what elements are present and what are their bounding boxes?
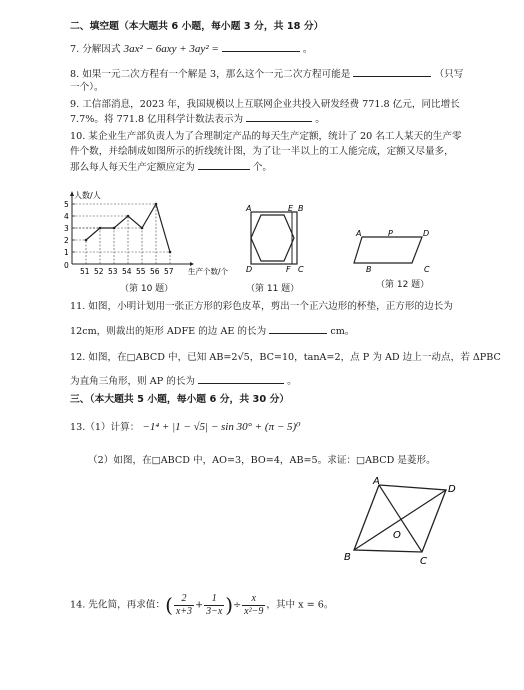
- question-13-part-2: （2）如图，在□ABCD 中，AO=3，BO=4，AB=5。求证：□ABCD 是菱形。: [88, 455, 436, 466]
- q13-part1-expression: −1⁴ + |1 − √5| − sin 30° + (π − 5)⁰: [142, 421, 301, 433]
- q8-tail: （只写: [434, 69, 464, 80]
- q7-expression: 3ax² − 6axy + 3ay² =: [123, 43, 219, 55]
- x-tick-label: 53: [108, 267, 118, 276]
- q14-left-paren: (: [165, 593, 173, 617]
- q14-fraction-2: $\frac{1}{3-x}$: [206, 592, 223, 617]
- section-3-title: 三、（本大题共 5 小题，每小题 6 分，共 30 分）: [70, 394, 290, 405]
- fig13-label-a: A: [373, 476, 380, 487]
- question-9-line-1: 9. 工信部消息，2023 年，我国规模以上互联网企业共投入研发经费 771.8 亿元，同比增长: [70, 99, 460, 110]
- fig12-label-b: B: [366, 265, 372, 274]
- question-8-line-1: [70, 67, 463, 81]
- q13-figure: [338, 474, 468, 568]
- origin-label: 0: [64, 261, 69, 270]
- x-tick-label: 57: [164, 267, 174, 276]
- fig13-diagonal-ac: [379, 485, 422, 552]
- fig10-caption: （第 10 题）: [120, 284, 174, 294]
- data-point: [141, 227, 144, 230]
- data-point: [99, 227, 102, 230]
- q11-figure: [242, 202, 312, 274]
- fig11-label-f: F: [286, 265, 291, 274]
- x-tick-label: 51: [80, 267, 90, 276]
- fig13-label-c: C: [420, 556, 427, 567]
- fig11-label-c: C: [298, 265, 304, 274]
- fig13-diagonal-bd: [354, 490, 446, 550]
- y-tick-label: 2: [64, 236, 69, 245]
- q12-answer-blank[interactable]: [198, 374, 284, 384]
- q8-answer-blank[interactable]: [353, 67, 431, 77]
- fig11-label-e: E: [288, 204, 294, 213]
- question-10-line-3: [70, 160, 272, 174]
- q14-fraction-1: $\frac{2}{x+3}$: [175, 592, 193, 617]
- y-tick-label: 3: [64, 224, 69, 233]
- q8-text: 8. 如果一元二次方程有一个解是 3，那么这个一元二次方程可能是: [70, 69, 351, 80]
- question-9-line-2: [70, 112, 325, 126]
- question-10-line-2: 件个数，并绘制成如图所示的折线统计图，为了让一半以上的工人能完成，定额又尽量多，: [70, 146, 454, 157]
- question-10-line-1: 10. 某企业生产部负责人为了合理制定产品的每天生产定额，统计了 20 名工人某天的生产零: [70, 131, 462, 142]
- q11-answer-blank[interactable]: [269, 324, 327, 334]
- q10-line-chart: [60, 188, 235, 278]
- section-2-title: 二、填空题（本大题共 6 小题，每小题 3 分，共 18 分）: [70, 21, 324, 32]
- question-12-line-1: 12. 如图，在□ABCD 中，已知 AB=2√5，BC=10，tanA=2，点 P 为 AD 边上一动点，若 ΔPBC: [70, 352, 501, 363]
- x-tick-label: 55: [136, 267, 146, 276]
- q10-text: 那么每人每天生产定额应定为: [70, 162, 195, 173]
- fig11-hexagon: [251, 215, 294, 261]
- q11-suffix: cm。: [330, 326, 355, 337]
- x-tick-label: 54: [122, 267, 132, 276]
- q10-suffix: 个。: [252, 162, 273, 173]
- x-axis-arrow-icon: [190, 262, 194, 266]
- fig12-label-a: A: [356, 229, 362, 238]
- q14-fraction-3: $\frac{x}{\text{x²−9}}$: [244, 592, 264, 617]
- y-tick-label: 4: [64, 212, 69, 221]
- q9-suffix: 。: [315, 114, 325, 125]
- q12-text: 为直角三角形，则 AP 的长为: [70, 376, 196, 387]
- y-tick-label: 1: [64, 248, 69, 257]
- q7-suffix: 。: [302, 44, 313, 55]
- data-point: [127, 215, 130, 218]
- y-tick-label: 5: [64, 200, 69, 209]
- q14-prefix: 14. 先化简，再求值：: [70, 599, 166, 611]
- fig13-label-b: B: [344, 552, 351, 563]
- fig13-label-d: D: [448, 484, 456, 495]
- data-point: [155, 203, 158, 206]
- data-point: [85, 239, 88, 242]
- y-axis-label: 人数/人: [74, 191, 101, 200]
- fig11-rectangle: [251, 212, 297, 264]
- q14-plus: +: [195, 599, 204, 611]
- q11-text: 12cm，则裁出的矩形 ADFE 的边 AE 的长为: [70, 326, 267, 337]
- question-11-line-1: 11. 如图，小明计划用一张正方形的彩色皮革，剪出一个正六边形的杯垫，正方形的边长为: [70, 301, 453, 312]
- q14-divide: ÷: [233, 599, 242, 611]
- q7-answer-blank[interactable]: [222, 42, 300, 52]
- q9-text: 7.7%。将 771.8 亿用科学计数法表示为: [70, 114, 244, 125]
- q12-suffix: 。: [287, 376, 297, 387]
- question-13-part-1: [70, 421, 301, 434]
- q14-right-paren: ): [225, 593, 234, 617]
- question-12-line-2: [70, 374, 297, 388]
- question-8-line-2: 一个）。: [70, 82, 104, 93]
- x-tick-label: 56: [150, 267, 160, 276]
- fig13-label-o: O: [393, 530, 401, 541]
- fig12-caption: （第 12 题）: [376, 280, 430, 290]
- q10-answer-blank[interactable]: [198, 160, 250, 170]
- fig12-label-d: D: [423, 229, 430, 238]
- fig12-label-c: C: [424, 265, 430, 274]
- question-7: [70, 42, 313, 56]
- data-point: [169, 251, 172, 254]
- question-11-line-2: [70, 324, 354, 338]
- question-14: [70, 590, 333, 621]
- q14-suffix: ，其中 x = 6。: [266, 599, 334, 611]
- q13-part1-prefix: 13.（1）计算：: [70, 422, 140, 433]
- fig12-label-p: P: [388, 229, 393, 238]
- fig11-label-a: A: [246, 204, 252, 213]
- x-axis-label: 生产个数/个: [188, 267, 229, 276]
- q12-figure: [350, 225, 440, 275]
- data-point: [113, 227, 116, 230]
- x-tick-label: 52: [94, 267, 104, 276]
- fig11-label-b: B: [298, 204, 304, 213]
- fig11-caption: （第 11 题）: [246, 284, 300, 294]
- q7-prefix: 7. 分解因式: [70, 44, 121, 55]
- q9-answer-blank[interactable]: [246, 112, 312, 122]
- fig11-label-d: D: [246, 265, 253, 274]
- fig12-parallelogram: [354, 237, 422, 263]
